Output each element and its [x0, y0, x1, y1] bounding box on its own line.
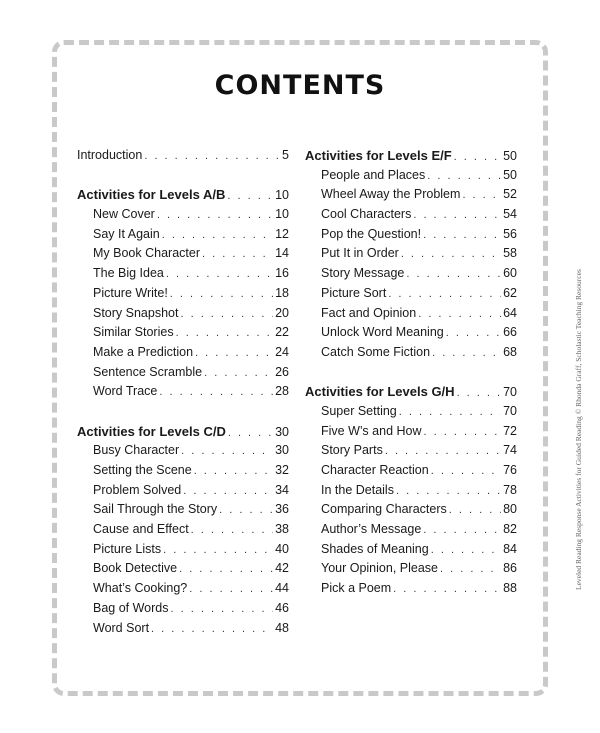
toc-entry-label: Story Message [321, 266, 405, 281]
toc-page-number: 64 [503, 305, 517, 320]
toc-page-number: 28 [275, 384, 289, 399]
toc-leader-dots [176, 324, 274, 344]
page-title: CONTENTS [214, 70, 386, 101]
toc-entry [305, 559, 517, 579]
toc-entry-label: Super Setting [321, 403, 397, 418]
toc-column-left [77, 146, 289, 638]
toc-entry-label: Similar Stories [93, 325, 174, 340]
toc-page-number: 72 [503, 423, 517, 438]
toc-entry-label: My Book Character [93, 246, 200, 261]
toc-page-number: 52 [503, 187, 517, 202]
toc-entry-label: Pop the Question! [321, 226, 422, 241]
toc-leader-dots [431, 462, 501, 482]
toc-entry-label: Story Parts [321, 443, 383, 458]
toc-leader-dots [462, 186, 501, 206]
toc-entry-label: Introduction [77, 148, 143, 162]
toc-leader-dots [454, 148, 501, 168]
toc-entry [77, 225, 289, 245]
toc-section-heading [77, 422, 289, 442]
toc-page-number: 20 [275, 305, 289, 320]
toc-page-number: 56 [503, 226, 517, 241]
toc-page-number: 14 [275, 246, 289, 261]
toc-leader-dots [432, 344, 501, 364]
toc-entry-label: Cause and Effect [93, 522, 189, 537]
toc-leader-dots [427, 167, 501, 187]
toc-entry [305, 244, 517, 264]
toc-page-number: 46 [275, 600, 289, 615]
toc-entry-label: Word Sort [93, 620, 150, 635]
toc-entry [305, 579, 517, 599]
toc-page-number: 10 [275, 207, 289, 222]
toc-entry [77, 146, 289, 166]
toc-page-number: 16 [275, 266, 289, 281]
toc-leader-dots [396, 482, 501, 502]
toc-entry-label: Character Reaction [321, 463, 429, 477]
toc-page-number: 26 [275, 364, 289, 379]
toc-page-number: 78 [503, 482, 517, 497]
toc-entry [305, 225, 517, 245]
toc-page-number: 86 [503, 561, 517, 576]
toc-entry [305, 540, 517, 560]
toc-leader-dots [162, 226, 273, 246]
toc-leader-dots [457, 384, 502, 404]
toc-leader-dots [183, 482, 273, 502]
toc-page-number: 5 [282, 148, 289, 162]
toc-entry [305, 205, 517, 225]
toc-entry-label: Picture Write! [93, 285, 168, 300]
toc-entry [77, 205, 289, 225]
toc-page-number: 76 [503, 463, 517, 477]
toc-leader-dots [399, 403, 501, 423]
toc-leader-dots [401, 245, 501, 265]
toc-entry-label: Cool Characters [321, 207, 412, 222]
toc-spacer [305, 363, 517, 383]
toc-leader-dots [181, 442, 273, 462]
toc-entry [77, 500, 289, 520]
toc-leader-dots [179, 560, 273, 580]
toc-entry-label: Author’s Message [321, 522, 422, 537]
toc-entry [77, 343, 289, 363]
toc-entry-label: Setting the Scene [93, 463, 192, 477]
toc-section-heading [305, 382, 517, 402]
toc-page-number: 70 [503, 403, 517, 418]
toc-page-number: 30 [275, 424, 289, 439]
toc-page-number: 88 [503, 581, 517, 596]
toc-entry [305, 402, 517, 422]
toc-entry [77, 540, 289, 560]
toc-leader-dots [449, 501, 501, 521]
toc-entry-label: Word Trace [93, 384, 158, 399]
toc-entry-label: Activities for Levels G/H [305, 384, 455, 400]
toc-page-number: 54 [503, 207, 517, 222]
toc-entry [305, 520, 517, 540]
toc-leader-dots [170, 285, 273, 305]
toc-page-number: 42 [275, 561, 289, 576]
toc-page-number: 60 [503, 266, 517, 281]
toc-section-heading [305, 146, 517, 166]
toc-entry [77, 481, 289, 501]
toc-entry [77, 441, 289, 461]
toc-entry-label: Sentence Scramble [93, 364, 203, 379]
toc-leader-dots [144, 147, 280, 167]
toc-entry [305, 500, 517, 520]
toc-entry [305, 304, 517, 324]
toc-leader-dots [151, 620, 273, 640]
toc-leader-dots [385, 442, 501, 462]
toc-page-number: 24 [275, 344, 289, 359]
toc-leader-dots [166, 265, 273, 285]
toc-leader-dots [171, 600, 274, 620]
toc-leader-dots [189, 580, 273, 600]
toc-entry [305, 343, 517, 363]
toc-entry-label: Activities for Levels A/B [77, 187, 226, 203]
toc-leader-dots [191, 521, 273, 541]
toc-leader-dots [440, 560, 501, 580]
toc-entry-label: Five W’s and How [321, 423, 422, 438]
toc-entry [305, 166, 517, 186]
toc-entry [305, 264, 517, 284]
toc-page-number: 74 [503, 443, 517, 458]
toc-spacer [77, 402, 289, 422]
toc-entry-label: Comparing Characters [321, 502, 447, 517]
toc-page-number: 68 [503, 344, 517, 359]
toc-leader-dots [194, 462, 273, 482]
toc-leader-dots [418, 305, 501, 325]
toc-leader-dots [406, 265, 501, 285]
toc-leader-dots [446, 324, 501, 344]
toc-section-heading [77, 185, 289, 205]
toc-page-number: 66 [503, 325, 517, 340]
toc-page-number: 70 [503, 385, 517, 400]
toc-spacer [77, 166, 289, 186]
toc-leader-dots [413, 206, 501, 226]
side-credit-text: Leveled Reading Response Activities for Guided Reading © Rhonda Graff, Scholastic Teaching Resources [574, 269, 583, 590]
toc-entry [77, 244, 289, 264]
toc-entry-label: People and Places [321, 167, 426, 182]
toc-page-number: 80 [503, 502, 517, 517]
toc-page-number: 30 [275, 443, 289, 458]
toc-entry-label: Unlock Word Meaning [321, 325, 444, 340]
toc-entry-label: New Cover [93, 207, 155, 222]
toc-entry [77, 363, 289, 383]
toc-page-number: 36 [275, 502, 289, 517]
toc-page-number: 82 [503, 522, 517, 537]
toc-entry-label: Bag of Words [93, 600, 169, 615]
toc-page-number: 50 [503, 149, 517, 163]
toc-entry-label: The Big Idea [93, 266, 164, 281]
toc-page-number: 50 [503, 167, 517, 182]
toc-entry-label: Shades of Meaning [321, 541, 429, 556]
toc-entry-label: Make a Prediction [93, 344, 194, 359]
toc-page-number: 44 [275, 581, 289, 596]
toc-entry [77, 382, 289, 402]
toc-entry [77, 304, 289, 324]
toc-entry-label: Catch Some Fiction [321, 344, 431, 359]
toc-leader-dots [228, 424, 273, 444]
toc-entry [77, 461, 289, 481]
toc-column-right [305, 146, 517, 599]
toc-entry [305, 185, 517, 205]
toc-leader-dots [202, 245, 273, 265]
toc-leader-dots [393, 580, 501, 600]
toc-entry-label: Say It Again [93, 226, 160, 241]
toc-leader-dots [219, 501, 273, 521]
toc-leader-dots [424, 423, 502, 443]
toc-page-number: 38 [275, 522, 289, 537]
toc-entry-label: Picture Sort [321, 285, 387, 300]
toc-leader-dots [159, 383, 273, 403]
toc-entry-label: Wheel Away the Problem [321, 187, 461, 202]
toc-page-number: 62 [503, 285, 517, 300]
toc-entry-label: Fact and Opinion [321, 305, 417, 320]
toc-page-number: 40 [275, 541, 289, 556]
toc-leader-dots [157, 206, 273, 226]
toc-leader-dots [163, 541, 273, 561]
toc-page-number: 34 [275, 482, 289, 497]
toc-entry [77, 264, 289, 284]
toc-entry [77, 323, 289, 343]
toc-entry-label: Activities for Levels C/D [77, 423, 226, 439]
toc-leader-dots [195, 344, 273, 364]
toc-leader-dots [388, 285, 501, 305]
toc-entry-label: Story Snapshot [93, 305, 179, 320]
toc-entry-label: Problem Solved [93, 482, 182, 497]
toc-leader-dots [204, 364, 273, 384]
toc-entry [305, 461, 517, 481]
toc-entry-label: Book Detective [93, 561, 178, 576]
toc-entry-label: What’s Cooking? [93, 581, 188, 596]
toc-leader-dots [227, 187, 273, 207]
toc-leader-dots [431, 541, 501, 561]
toc-entry [77, 619, 289, 639]
toc-entry [77, 599, 289, 619]
toc-entry-label: Busy Character [93, 443, 180, 458]
toc-entry-label: Your Opinion, Please [321, 561, 438, 576]
toc-entry [305, 481, 517, 501]
toc-entry [77, 579, 289, 599]
toc-entry-label: Activities for Levels E/F [305, 148, 452, 163]
toc-entry [305, 422, 517, 442]
toc-entry [77, 284, 289, 304]
toc-entry-label: In the Details [321, 482, 394, 497]
toc-page-number: 32 [275, 463, 289, 477]
toc-leader-dots [423, 226, 501, 246]
toc-entry-label: Sail Through the Story [93, 502, 218, 517]
toc-page-number: 22 [275, 325, 289, 340]
toc-entry [77, 520, 289, 540]
toc-entry [305, 284, 517, 304]
toc-page-number: 18 [275, 285, 289, 300]
toc-page-number: 10 [275, 188, 289, 203]
toc-page-number: 84 [503, 541, 517, 556]
side-credit [566, 190, 583, 590]
toc-entry [77, 559, 289, 579]
toc-entry [305, 441, 517, 461]
toc-entry-label: Pick a Poem [321, 581, 392, 596]
toc-entry-label: Put It in Order [321, 246, 399, 261]
toc-leader-dots [423, 521, 501, 541]
toc-entry [305, 323, 517, 343]
toc-page-number: 12 [275, 226, 289, 241]
toc-page-number: 48 [275, 620, 289, 635]
toc-leader-dots [180, 305, 273, 325]
toc-entry-label: Picture Lists [93, 541, 162, 556]
toc-page-number: 58 [503, 246, 517, 261]
